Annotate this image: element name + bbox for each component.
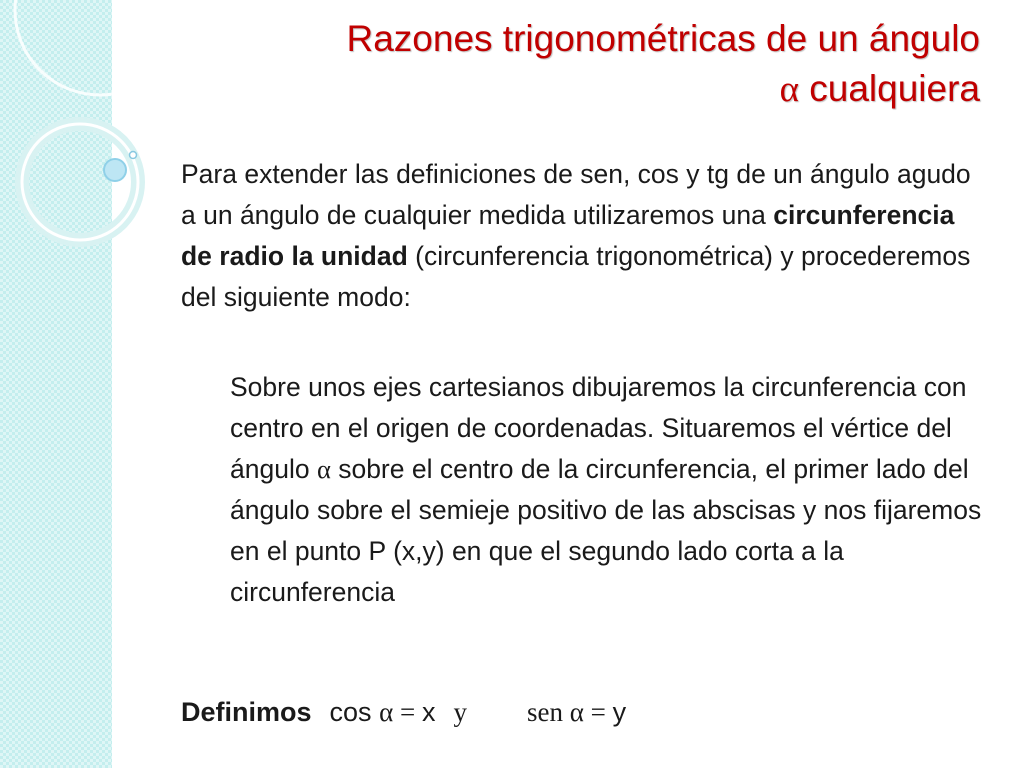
- sen-value: y: [612, 697, 627, 727]
- definition-line: [181, 692, 881, 732]
- conjunction-y: y: [453, 697, 467, 727]
- procedure-text-start: Sobre unos ejes cartesianos dibujaremos la circunferencia con centro en el origen de coordenadas. Situaremos el vértice del ángulo: [230, 372, 967, 484]
- procedure-alpha-symbol: α: [316, 454, 331, 484]
- title-line-1: Razones trigonométricas de un ángulo: [346, 18, 980, 59]
- large-decorative-ring: [15, 0, 180, 95]
- decorative-circles: [0, 0, 180, 300]
- intro-text-start: Para extender las definiciones de sen, cos y tg de un ángulo agudo a un ángulo de cualquier medida utilizaremos una: [181, 159, 971, 230]
- slide-title: [160, 14, 980, 115]
- cos-alpha-equals: α =: [379, 697, 422, 727]
- small-decorative-dot: [130, 152, 137, 159]
- sen-alpha-equals: sen α =: [526, 697, 613, 727]
- cos-value: x: [421, 697, 436, 727]
- procedure-paragraph: [230, 367, 1000, 613]
- intro-bold-term: circunferencia de radio la unidad: [181, 200, 955, 271]
- title-alpha-symbol: α: [779, 69, 799, 110]
- decorative-bubble: [104, 159, 126, 181]
- intro-paragraph: [181, 154, 991, 318]
- inner-decorative-ring: [22, 124, 138, 240]
- definition-label: Definimos: [181, 697, 312, 727]
- title-line-2: cualquiera: [798, 68, 980, 109]
- procedure-text-end: sobre el centro de la circunferencia, el primer lado del ángulo sobre el semieje positivo de las abscisas y nos fijaremos en el punto P (x,y) en que el segundo lado corta a la circunferencia: [230, 454, 982, 607]
- cos-word: cos: [329, 697, 372, 727]
- intro-text-end: (circunferencia trigonométrica) y procederemos del siguiente modo:: [181, 241, 971, 312]
